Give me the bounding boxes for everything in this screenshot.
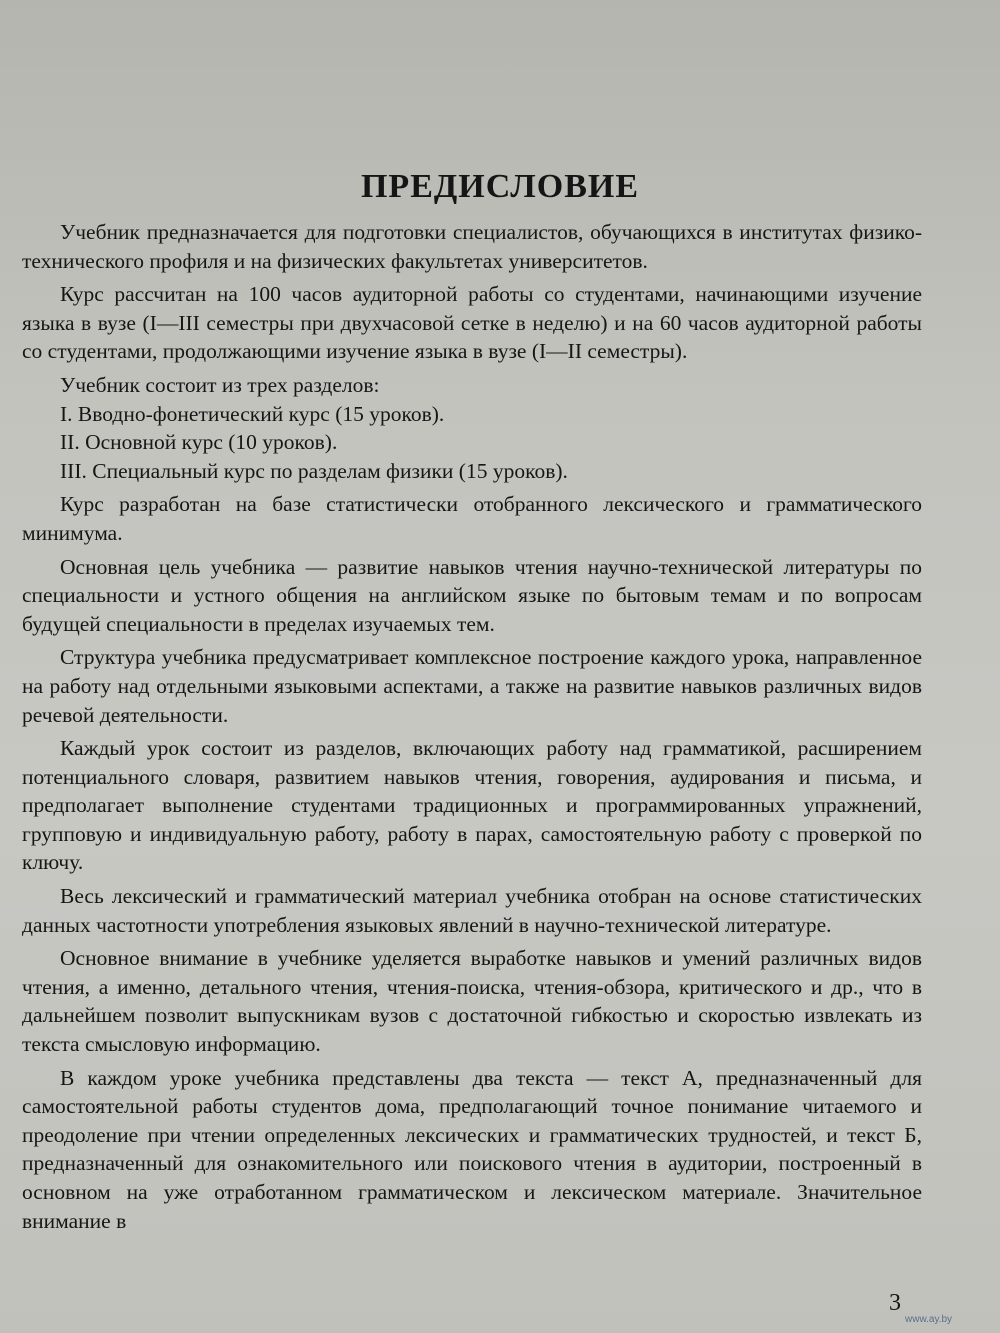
list-item: III. Специальный курс по разделам физики (15 уроков). xyxy=(60,458,568,483)
paragraph: Весь лексический и грамматический материал учебника отобран на основе статистических данных частотности употребления языковых явлений в научно-технической литературе. xyxy=(22,884,922,937)
page-number: 3 xyxy=(889,1290,901,1316)
paragraph: Основное внимание в учебнике уделяется выработке навыков и умений различных видов чтения, а именно, детального чтения, чтения-поиска, чтения-обзора, критического и др., что в дальнейшем позволит выпускникам вузов с достаточной гибкостью и скоростью извлекать из текста смысловую информацию. xyxy=(22,946,922,1057)
show-through-text xyxy=(40,0,980,140)
list-item: I. Вводно-фонетический курс (15 уроков). xyxy=(60,401,445,426)
paragraph: В каждом уроке учебника представлены два текста — текст А, предназначенный для самостоятельной работы студентов дома, предполагающий точное понимание читаемого и преодоление при чтении определенных лексических и грамматических трудностей, и текст Б, предназначенный для ознакомительного или поискового чтения в аудитории, построенный в основном на уже отработанном грамматическом и лексическом материале. Значительное внимание в xyxy=(22,1065,922,1233)
paragraph: Каждый урок состоит из разделов, включающих работу над грамматикой, расширением потенциального словаря, развитием навыков чтения, говорения, аудирования и письма, и предполагает выполнение студентами традиционных и программированных упражнений, групповую и индивидуальную работу, работу в парах, самостоятельную работу с проверкой по ключу. xyxy=(22,736,922,875)
list-item: II. Основной курс (10 уроков). xyxy=(60,430,338,455)
paragraph: Учебник состоит из трех разделов: xyxy=(60,372,380,397)
paragraph: Структура учебника предусматривает комплексное построение каждого урока, направленное на работу над отдельными языковыми аспектами, а также на развитие навыков различных видов речевой деятельности. xyxy=(22,645,922,727)
watermark: www.ay.by xyxy=(905,1314,953,1325)
paragraph: Учебник предназначается для подготовки специалистов, обучающихся в институтах физико-технического профиля и на физических факультетах университетов. xyxy=(22,220,922,273)
paragraph: Основная цель учебника — развитие навыков чтения научно-технической литературы по специальности и устного общения на английском языке по бытовым темам и по вопросам будущей специальности в пределах изучаемых тем. xyxy=(22,554,922,636)
paragraph: Курс рассчитан на 100 часов аудиторной работы со студентами, начинающими изучение языка в вузе (I—III семестры при двухчасовой сетке в неделю) и на 60 часов аудиторной работы со студентами, продолжающими изучение языка в вузе (I—II семестры). xyxy=(22,282,922,364)
page-title: ПРЕДИСЛОВИЕ xyxy=(360,168,640,205)
preface-body xyxy=(22,218,922,1240)
paragraph: Курс разработан на базе статистически отобранного лексического и грамматического минимума. xyxy=(22,492,922,545)
